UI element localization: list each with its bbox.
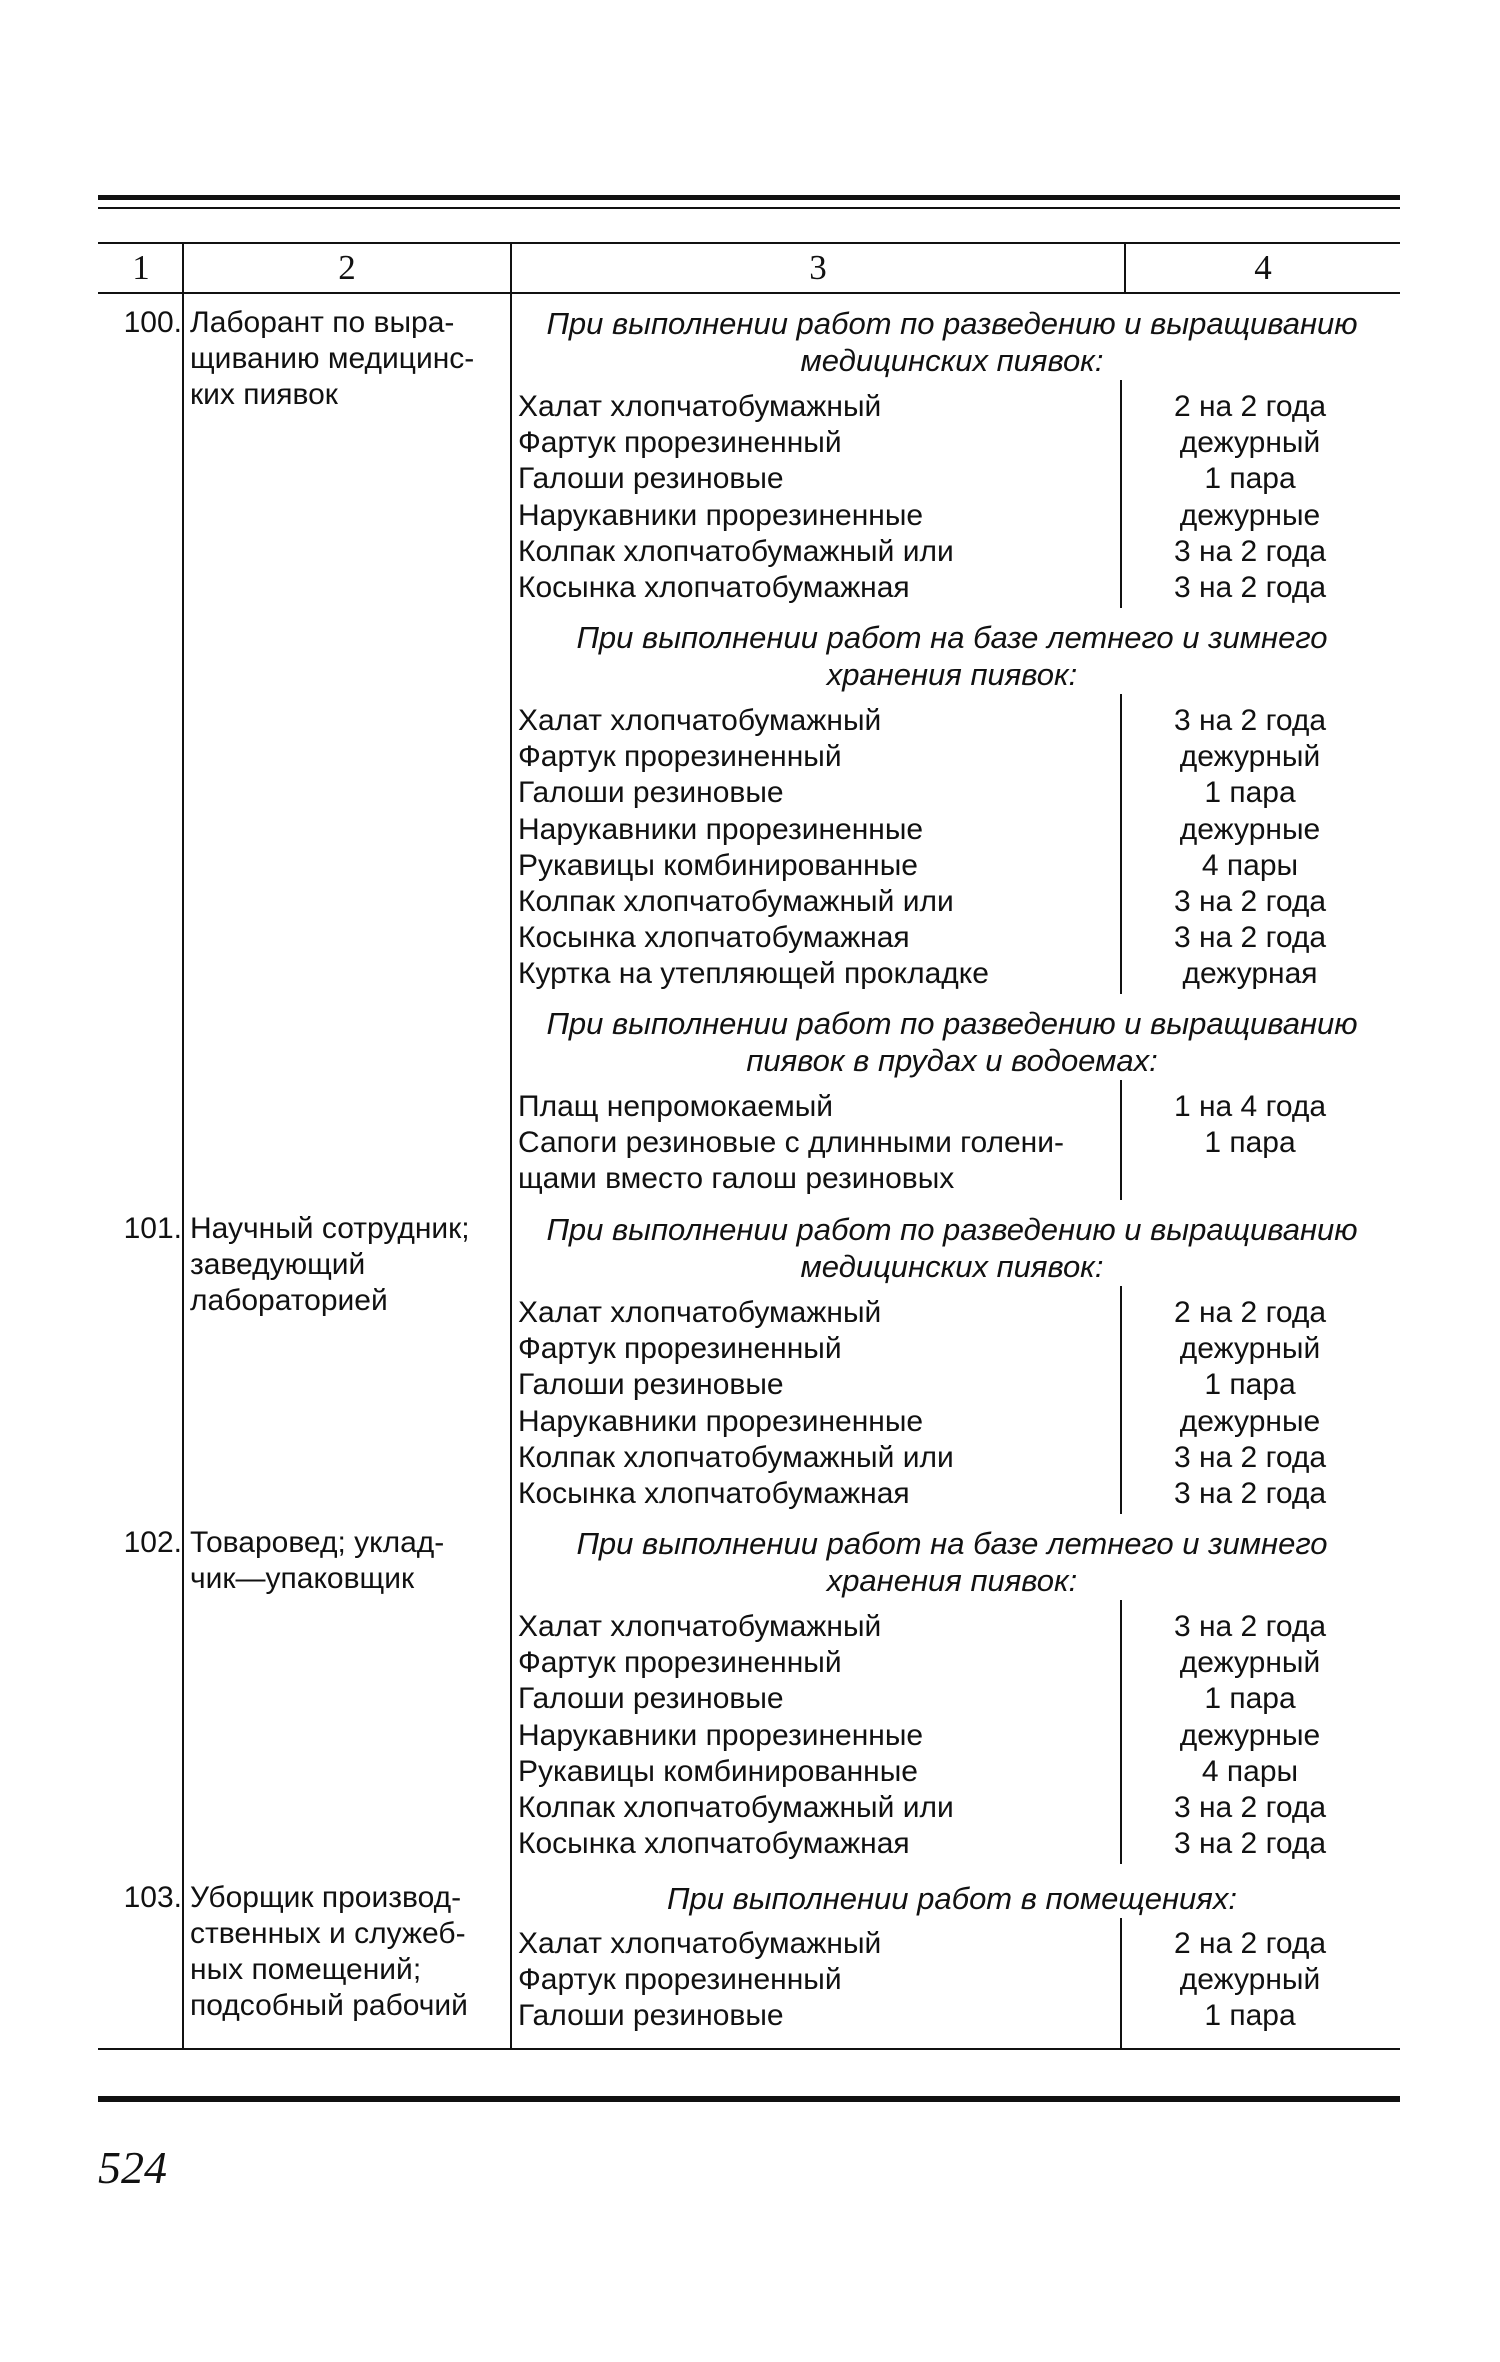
list-item: Рукавицы комбинированные 4 пары <box>518 1754 1299 1788</box>
list-item: Фартук прорезиненный дежурный <box>518 426 1321 460</box>
list-item: Фартук прорезиненный дежурный <box>518 740 1321 774</box>
list-item: Нарукавники прорезиненные дежурные <box>518 812 1321 846</box>
group-heading: При выполнении работ на базе летнего и зимнего хранения пиявок: <box>576 620 1328 692</box>
list-item: Нарукавники прорезиненные дежурные <box>518 1404 1321 1438</box>
list-item: Куртка на утепляющей прокладке дежурная <box>518 957 1318 991</box>
list-item: Галоши резиновые 1 пара <box>518 1368 1296 1402</box>
entry-number: 103. <box>123 1881 182 1914</box>
item-qty-divider <box>1120 1080 1122 1200</box>
header-divider-3-4 <box>1124 242 1126 294</box>
group-heading: При выполнении работ в помещениях: <box>667 1881 1237 1916</box>
list-item: Плащ непромокаемый 1 на 4 года <box>518 1090 1327 1123</box>
item-qty-divider <box>1120 1286 1122 1514</box>
footer-rule-thick <box>98 2096 1400 2102</box>
column-divider-2-3 <box>510 242 512 2050</box>
list-item: Галоши резиновые 1 пара <box>518 1999 1296 2033</box>
header-col-4: 4 <box>1254 248 1272 287</box>
list-item: Фартук прорезиненный дежурный <box>518 1963 1321 1997</box>
top-rule-thick <box>98 195 1400 200</box>
entry-number: 100. <box>123 306 182 339</box>
header-col-1: 1 <box>132 248 150 287</box>
item-qty-divider <box>1120 1600 1122 1864</box>
header-col-2: 2 <box>338 248 356 287</box>
item-list <box>518 1609 1500 1862</box>
entry-title: Товаровед; уклад- чик—упаковщик <box>190 1526 445 1595</box>
entry-number: 101. <box>123 1212 182 1245</box>
list-item: Колпак хлопчатобумажный или 3 на 2 года <box>518 1790 1327 1824</box>
list-item: Халат хлопчатобумажный 2 на 2 года <box>518 390 1327 423</box>
header-bottom-rule <box>98 292 1400 294</box>
item-qty-divider <box>1120 1918 1122 2048</box>
item-list <box>518 389 1500 606</box>
list-item: Колпак хлопчатобумажный или 3 на 2 года <box>518 534 1327 568</box>
entry-number: 102. <box>123 1526 182 1559</box>
list-item: Галоши резиновые 1 пара <box>518 462 1296 496</box>
group-heading: При выполнении работ по разведению и выращиванию пиявок в прудах и водоемах: <box>546 1006 1358 1078</box>
list-item: Халат хлопчатобумажный 2 на 2 года <box>518 1296 1327 1329</box>
list-item: Косынка хлопчатобумажная 3 на 2 года <box>518 570 1327 604</box>
item-list <box>518 1295 1500 1512</box>
item-list <box>518 1089 1500 1197</box>
list-item: Фартук прорезиненный дежурный <box>518 1646 1321 1680</box>
list-item: Колпак хлопчатобумажный или 3 на 2 года <box>518 884 1327 918</box>
list-item: Галоши резиновые 1 пара <box>518 1682 1296 1716</box>
list-item: Нарукавники прорезиненные дежурные <box>518 498 1321 532</box>
page-number: 524 <box>98 2142 167 2193</box>
entry-title: Научный сотрудник; заведующий лабораторией <box>190 1212 470 1317</box>
list-item: Косынка хлопчатобумажная 3 на 2 года <box>518 921 1327 955</box>
item-list <box>518 703 1500 993</box>
header-col-3: 3 <box>809 248 827 287</box>
entry-title: Уборщик производ- ственных и служеб- ных помещений; подсобный рабочий <box>190 1881 468 2022</box>
group-heading: При выполнении работ по разведению и выращиванию медицинских пиявок: <box>546 1212 1358 1284</box>
list-item: Халат хлопчатобумажный 2 на 2 года <box>518 1927 1327 1960</box>
list-item: Рукавицы комбинированные 4 пары <box>518 848 1299 882</box>
list-item: Косынка хлопчатобумажная 3 на 2 года <box>518 1476 1327 1510</box>
table-bottom-rule <box>98 2048 1400 2050</box>
entry-title: Лаборант по выра- щиванию медицинс- ких пиявок <box>190 306 475 411</box>
list-item: Косынка хлопчатобумажная 3 на 2 года <box>518 1827 1327 1861</box>
item-qty-divider <box>1120 380 1122 608</box>
column-divider-1-2 <box>182 242 184 2050</box>
list-item: Халат хлопчатобумажный 3 на 2 года <box>518 704 1327 737</box>
item-qty-divider <box>1120 694 1122 994</box>
group-heading: При выполнении работ на базе летнего и зимнего хранения пиявок: <box>576 1526 1328 1598</box>
list-item: Нарукавники прорезиненные дежурные <box>518 1718 1321 1752</box>
list-item: Халат хлопчатобумажный 3 на 2 года <box>518 1610 1327 1643</box>
header-top-rule <box>98 242 1400 244</box>
list-item: Колпак хлопчатобумажный или 3 на 2 года <box>518 1440 1327 1474</box>
item-list <box>518 1926 1500 2035</box>
list-item: Фартук прорезиненный дежурный <box>518 1332 1321 1366</box>
top-rule-thin <box>98 207 1400 209</box>
group-heading: При выполнении работ по разведению и выращиванию медицинских пиявок: <box>546 306 1358 378</box>
list-item: Сапоги резиновые с длинными голени- щами вместо галош резиновых 1 пара <box>518 1126 1296 1196</box>
list-item: Галоши резиновые 1 пара <box>518 776 1296 810</box>
